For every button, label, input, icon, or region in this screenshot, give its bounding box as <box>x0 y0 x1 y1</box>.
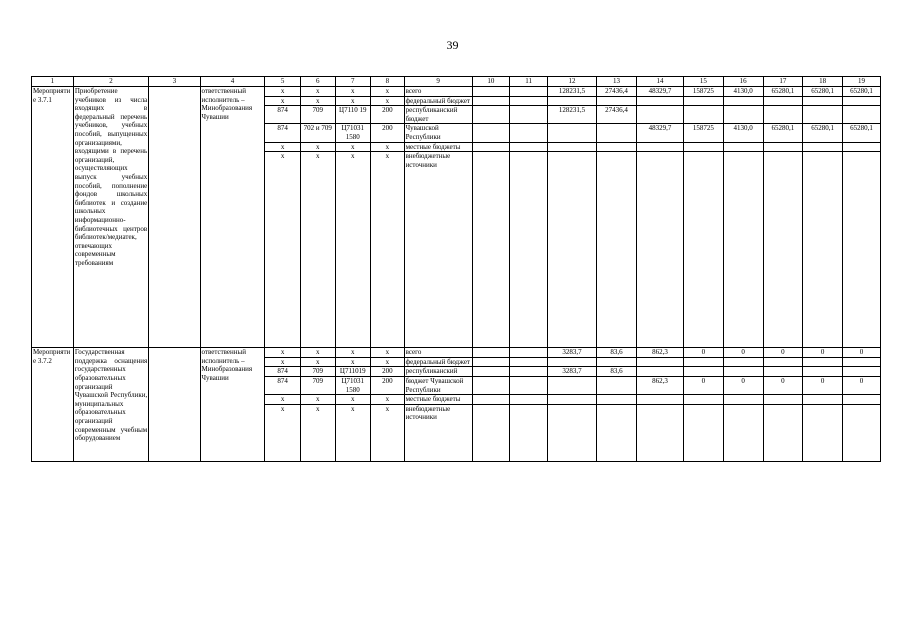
cell-c13 <box>597 395 637 405</box>
cell-c12 <box>547 404 596 461</box>
cell-c13: 27436,4 <box>597 106 637 124</box>
cell-c16 <box>723 106 763 124</box>
cell-c15 <box>683 152 723 348</box>
cell-c15 <box>683 404 723 461</box>
cell-c18 <box>803 96 843 106</box>
cell-c10 <box>472 395 510 405</box>
cell-c16 <box>723 395 763 405</box>
cell-c11 <box>510 106 548 124</box>
measure-executor: ответственный исполнитель – Минобразования Чувашии <box>200 87 265 348</box>
column-number: 3 <box>149 77 200 87</box>
column-number: 4 <box>200 77 265 87</box>
cell-c10 <box>472 367 510 377</box>
funding-source: внебюджетные источники <box>404 152 472 348</box>
column-number: 1 <box>32 77 74 87</box>
column-number: 2 <box>73 77 148 87</box>
cell-c8: x <box>371 152 404 348</box>
cell-c17: 65280,1 <box>763 87 803 97</box>
cell-c8: x <box>371 357 404 367</box>
cell-c7: Ц71031 1580 <box>335 376 371 394</box>
cell-c6: x <box>300 96 335 106</box>
cell-c18 <box>803 142 843 152</box>
cell-c6: x <box>300 404 335 461</box>
cell-c7: x <box>335 348 371 358</box>
cell-c13: 83,6 <box>597 367 637 377</box>
cell-c10 <box>472 124 510 142</box>
funding-source: республиканский бюджет <box>404 106 472 124</box>
funding-source: республиканский <box>404 367 472 377</box>
cell-c11 <box>510 357 548 367</box>
cell-c7: Ц711019 <box>335 367 371 377</box>
cell-c18: 65280,1 <box>803 87 843 97</box>
cell-c14 <box>636 96 683 106</box>
cell-c14 <box>636 142 683 152</box>
cell-c19 <box>843 395 881 405</box>
cell-c10 <box>472 96 510 106</box>
cell-c6: 702 и 709 <box>300 124 335 142</box>
cell-c8: 200 <box>371 124 404 142</box>
funding-source: федеральный бюджет <box>404 96 472 106</box>
cell-c7: x <box>335 395 371 405</box>
cell-c14 <box>636 152 683 348</box>
column-number: 11 <box>510 77 548 87</box>
cell-c5: x <box>265 152 301 348</box>
cell-c16 <box>723 142 763 152</box>
cell-c7: Ц71031 1580 <box>335 124 371 142</box>
cell-c5: x <box>265 404 301 461</box>
cell-c7: x <box>335 87 371 97</box>
cell-c19: 0 <box>843 376 881 394</box>
cell-c10 <box>472 404 510 461</box>
cell-c17: 65280,1 <box>763 124 803 142</box>
cell-c15 <box>683 142 723 152</box>
cell-c16 <box>723 367 763 377</box>
cell-c15: 0 <box>683 376 723 394</box>
cell-c5: x <box>265 142 301 152</box>
cell-c7: x <box>335 142 371 152</box>
cell-c15 <box>683 395 723 405</box>
cell-c5: 874 <box>265 367 301 377</box>
cell-c8: x <box>371 87 404 97</box>
cell-c11 <box>510 376 548 394</box>
cell-c14 <box>636 357 683 367</box>
column-number: 16 <box>723 77 763 87</box>
cell-c14 <box>636 404 683 461</box>
table-row <box>32 348 881 358</box>
cell-c11 <box>510 404 548 461</box>
funding-source: федеральный бюджет <box>404 357 472 367</box>
cell-c16 <box>723 96 763 106</box>
cell-c5: x <box>265 96 301 106</box>
cell-c14: 48329,7 <box>636 124 683 142</box>
column-number: 5 <box>265 77 301 87</box>
cell-c16 <box>723 357 763 367</box>
cell-c12: 128231,5 <box>547 87 596 97</box>
cell-c16: 4130,0 <box>723 124 763 142</box>
column-number: 13 <box>597 77 637 87</box>
funding-source: местные бюджеты <box>404 142 472 152</box>
column-number: 7 <box>335 77 371 87</box>
cell-c15: 158725 <box>683 87 723 97</box>
cell-c6: x <box>300 152 335 348</box>
cell-c18 <box>803 367 843 377</box>
cell-c13 <box>597 142 637 152</box>
cell-c8: x <box>371 348 404 358</box>
cell-c19: 65280,1 <box>843 87 881 97</box>
cell-c8: x <box>371 96 404 106</box>
cell-c19 <box>843 96 881 106</box>
cell-c16: 0 <box>723 348 763 358</box>
cell-c12 <box>547 376 596 394</box>
funding-source: местные бюджеты <box>404 395 472 405</box>
funding-source: Чувашской Республики <box>404 124 472 142</box>
cell-c11 <box>510 348 548 358</box>
cell-c16: 0 <box>723 376 763 394</box>
cell-c18 <box>803 357 843 367</box>
cell-c8: 200 <box>371 367 404 377</box>
cell-c15 <box>683 367 723 377</box>
cell-c5: x <box>265 357 301 367</box>
cell-c8: 200 <box>371 106 404 124</box>
cell-c16 <box>723 152 763 348</box>
column-number: 17 <box>763 77 803 87</box>
cell-c10 <box>472 357 510 367</box>
cell-c10 <box>472 142 510 152</box>
cell-c11 <box>510 96 548 106</box>
cell-c11 <box>510 152 548 348</box>
cell-c15 <box>683 96 723 106</box>
cell-c19 <box>843 152 881 348</box>
cell-c5: x <box>265 87 301 97</box>
cell-c6: x <box>300 348 335 358</box>
cell-c14: 862,3 <box>636 348 683 358</box>
cell-c19 <box>843 357 881 367</box>
cell-c17 <box>763 357 803 367</box>
cell-c6: x <box>300 395 335 405</box>
cell-c14 <box>636 106 683 124</box>
cell-c19: 0 <box>843 348 881 358</box>
column-number: 10 <box>472 77 510 87</box>
cell-c6: 709 <box>300 106 335 124</box>
cell-c5: 874 <box>265 124 301 142</box>
cell-c10 <box>472 152 510 348</box>
page-number: 39 <box>446 38 459 52</box>
cell-c15: 0 <box>683 348 723 358</box>
cell-c12: 128231,5 <box>547 106 596 124</box>
cell-c8: x <box>371 404 404 461</box>
column-number-row <box>32 77 881 87</box>
cell-c5: x <box>265 348 301 358</box>
table-row <box>32 87 881 97</box>
cell-c8: x <box>371 142 404 152</box>
cell-c18: 0 <box>803 376 843 394</box>
measure-empty <box>149 348 200 462</box>
cell-c13: 27436,4 <box>597 87 637 97</box>
cell-c16: 4130,0 <box>723 87 763 97</box>
cell-c14: 862,3 <box>636 376 683 394</box>
cell-c18 <box>803 395 843 405</box>
cell-c17 <box>763 395 803 405</box>
cell-c10 <box>472 348 510 358</box>
cell-c6: x <box>300 87 335 97</box>
cell-c7: x <box>335 404 371 461</box>
cell-c19 <box>843 142 881 152</box>
cell-c14 <box>636 395 683 405</box>
cell-c12 <box>547 124 596 142</box>
cell-c15: 158725 <box>683 124 723 142</box>
column-number: 18 <box>803 77 843 87</box>
cell-c7: x <box>335 152 371 348</box>
cell-c17 <box>763 152 803 348</box>
funding-source: бюджет Чувашской Республики <box>404 376 472 394</box>
cell-c19: 65280,1 <box>843 124 881 142</box>
cell-c12 <box>547 395 596 405</box>
column-number: 15 <box>683 77 723 87</box>
cell-c13 <box>597 152 637 348</box>
cell-c17 <box>763 106 803 124</box>
cell-c7: x <box>335 96 371 106</box>
cell-c16 <box>723 404 763 461</box>
cell-c6: 709 <box>300 367 335 377</box>
cell-c12 <box>547 142 596 152</box>
cell-c19 <box>843 106 881 124</box>
cell-c17 <box>763 96 803 106</box>
cell-c15 <box>683 106 723 124</box>
measure-name: Государственная поддержка оснащения государственных образовательных организаций Чувашской Республики, муниципальных образовательных организаций современным учебным оборудованием <box>73 348 148 462</box>
cell-c10 <box>472 106 510 124</box>
column-number: 8 <box>371 77 404 87</box>
cell-c5: 874 <box>265 106 301 124</box>
cell-c19 <box>843 367 881 377</box>
measure-id: Мероприятие 3.7.2 <box>32 348 74 462</box>
cell-c17 <box>763 142 803 152</box>
cell-c8: x <box>371 395 404 405</box>
cell-c10 <box>472 376 510 394</box>
budget-table <box>31 76 881 462</box>
cell-c11 <box>510 124 548 142</box>
measure-id: Мероприятие 3.7.1 <box>32 87 74 348</box>
cell-c19 <box>843 404 881 461</box>
funding-source: внебюджетные источники <box>404 404 472 461</box>
measure-empty <box>149 87 200 348</box>
cell-c6: x <box>300 142 335 152</box>
cell-c13 <box>597 124 637 142</box>
cell-c13 <box>597 357 637 367</box>
cell-c13 <box>597 96 637 106</box>
cell-c17: 0 <box>763 376 803 394</box>
column-number: 14 <box>636 77 683 87</box>
cell-c11 <box>510 367 548 377</box>
cell-c17: 0 <box>763 348 803 358</box>
cell-c18 <box>803 152 843 348</box>
cell-c5: 874 <box>265 376 301 394</box>
cell-c13 <box>597 404 637 461</box>
cell-c12: 3283,7 <box>547 348 596 358</box>
cell-c8: 200 <box>371 376 404 394</box>
cell-c5: x <box>265 395 301 405</box>
cell-c11 <box>510 87 548 97</box>
cell-c11 <box>510 142 548 152</box>
cell-c15 <box>683 357 723 367</box>
column-number: 19 <box>843 77 881 87</box>
cell-c12 <box>547 152 596 348</box>
cell-c12 <box>547 96 596 106</box>
column-number: 6 <box>300 77 335 87</box>
cell-c18 <box>803 404 843 461</box>
column-number: 12 <box>547 77 596 87</box>
cell-c18: 65280,1 <box>803 124 843 142</box>
cell-c12 <box>547 357 596 367</box>
cell-c7: x <box>335 357 371 367</box>
funding-source: всего <box>404 348 472 358</box>
measure-name: Приобретение учебников из числа входящих в федеральный перечень учебников, учебных пособий, выпущенных организациями, входящими в перечень организаций, осуществляющих выпуск учебных пособий, пополнение фондов школьных библиотек и создание школьных информационно-библиотечных центров библиотек/медиатек, отвечающих современным требованиям <box>73 87 148 348</box>
cell-c14: 48329,7 <box>636 87 683 97</box>
cell-c13 <box>597 376 637 394</box>
cell-c17 <box>763 404 803 461</box>
cell-c13: 83,6 <box>597 348 637 358</box>
measure-executor: ответственный исполнитель – Минобразования Чувашии <box>200 348 265 462</box>
cell-c14 <box>636 367 683 377</box>
cell-c7: Ц7110 19 <box>335 106 371 124</box>
cell-c18 <box>803 106 843 124</box>
cell-c18: 0 <box>803 348 843 358</box>
cell-c11 <box>510 395 548 405</box>
funding-source: всего <box>404 87 472 97</box>
cell-c10 <box>472 87 510 97</box>
cell-c12: 3283,7 <box>547 367 596 377</box>
cell-c17 <box>763 367 803 377</box>
cell-c6: x <box>300 357 335 367</box>
column-number: 9 <box>404 77 472 87</box>
cell-c6: 709 <box>300 376 335 394</box>
